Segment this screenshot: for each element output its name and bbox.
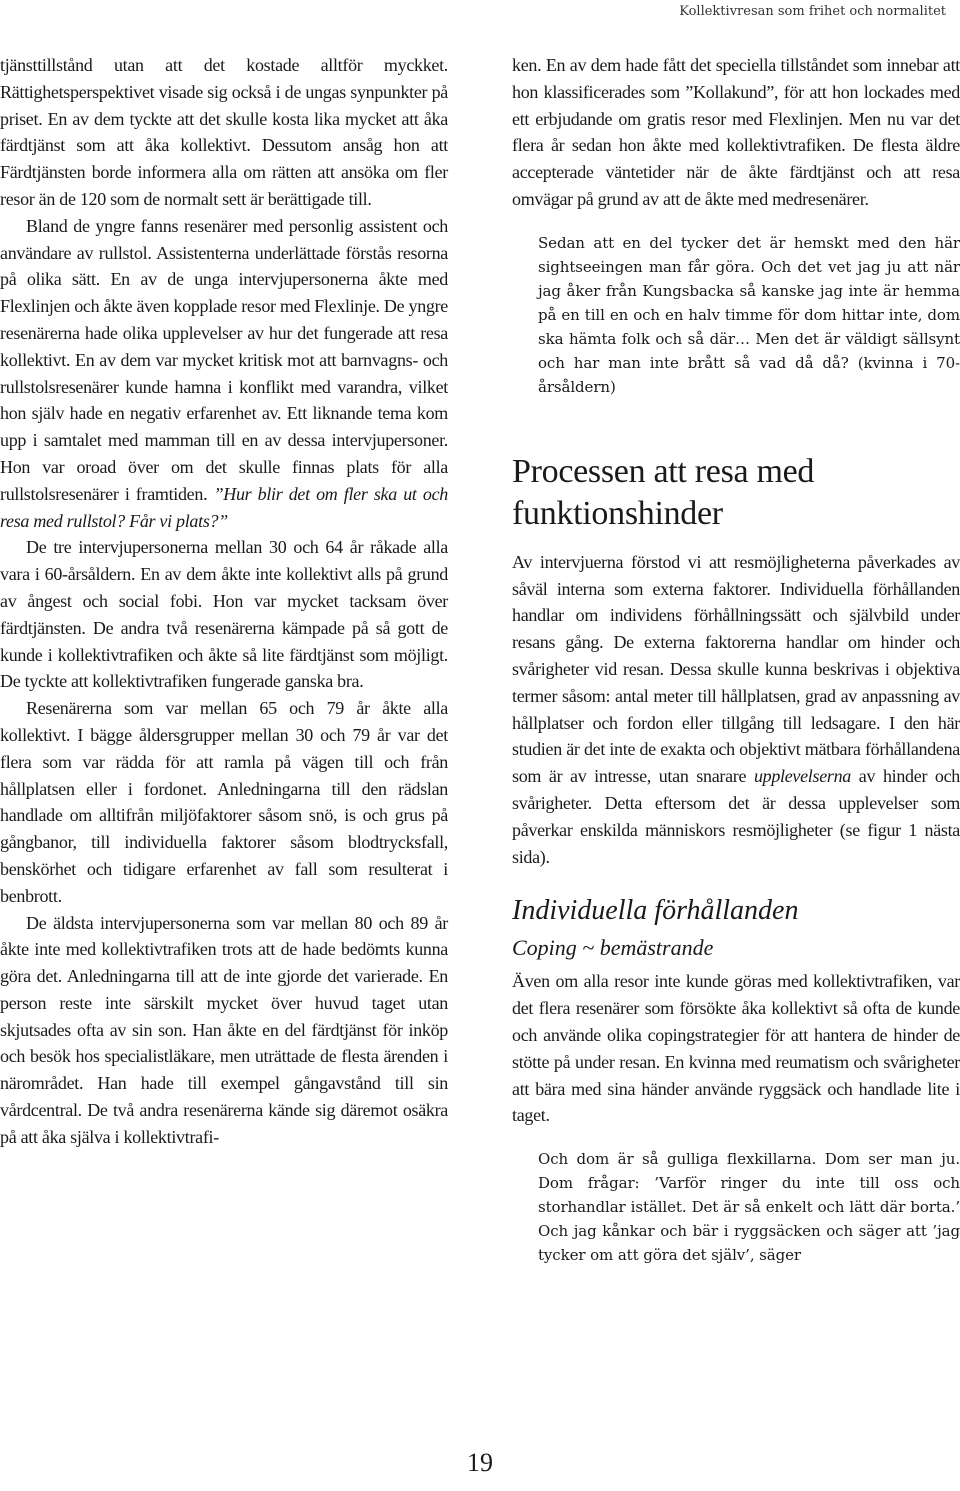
left-paragraph-1: tjänsttillstånd utan att det kostade alltför myckket. Rättighetsperspektivet visade sig också i de ungas synpunkter på priset. En av dem tyckte att det skulle kosta lika mycket att åka färdtjänst som att åka kollektivt. Dessutom ansåg hon att Färdtjänsten borde informera alla om rätten att ansöka om fler resor än de 120 som de normalt sett är berättigade till.: [0, 55, 448, 209]
right-paragraph-3: Även om alla resor inte kunde göras med kollektivtrafiken, var det flera resenärer som försökte åka kollektivt så ofta de kunde och använde olika copingstrategier för att hantera de hinder de stötte på under resan. En kvinna med reumatism och svårigheter att bära med sina händer använde ryggsäck och handlade lite i taget.: [512, 971, 960, 1126]
right-paragraph-2-text-a: Av intervjuerna förstod vi att resmöjligheterna påverkades av såväl interna som externa faktorer. Individuella förhållanden handlar om individens förhållningssätt och självbild under resans gång. De externa faktorerna handlar om hinder och svårigheter vid resan. Dessa skulle kunna beskrivas i objektiva termer såsom: antal meter till hållplatsen, grad av anpassning av hållplatser och fordon eller tillgång till ledsagare. I den här studien är det inte de exakta och objektivt mätbara förhållandena som är av intresse, utan snarare: [512, 551, 960, 787]
left-paragraph-2-quote: ”Hur blir det om fler ska ut och resa med rullstol? Får vi plats?”: [0, 483, 448, 531]
interview-quote-1: Sedan att en del tycker det är hemskt med den här sightseeingen man får göra. Och det vet jag ju att när jag åker från Kungsbacka så kanske jag inte är hemma på en till en och en halv timme för dom hittar inte, dom ska hämta folk och så där… Men det är väldigt sällsynt och har man inte brått så vad då då? (kvinna i 70-årsåldern): [538, 233, 960, 396]
subsection-heading: Individuella förhållanden: [512, 895, 799, 927]
interview-quote-2: Och dom är så gulliga flexkillarna. Dom ser man ju. Dom frågar: ’Varför ringer du inte till oss och storhandlar istället. Det är så enkelt och lätt där borta.’ Och jag kånkar och bär i ryggsäcken och säger att ’jag tycker om att göra det själv’, säger: [538, 1150, 960, 1265]
left-paragraph-2-text: Bland de yngre fanns resenärer med personlig assistent och användare av rullstol. Assistenterna underlättade förstås resorna på olika sätt. En av de unga intervjupersonerna åkte med Flexlinjen och åkte även kopplade resor med Flexlinje. De yngre resenärerna hade olika upplevelser av hur det fungerade att resa kollektivt. En av dem var mycket kritisk mot att barnvagns- och rullstolsresenärer kunde hamna i konflikt med varandra, vilket hon själv hade en negativ erfarenhet av. Ett liknande tema kom upp i samtalet med mamman till en av dessa intervjupersoner. Hon var oroad över om det skulle finnas plats för alla rullstolsresenärer i framtiden.: [0, 215, 448, 504]
right-paragraph-2-text-b: av hinder och svårigheter. Detta eftersom det är dessa upplevelser som påverkar enskilda människors resmöjligheter (se figur 1 nästa sida).: [512, 766, 960, 867]
left-column: [0, 52, 448, 1151]
right-paragraph-1: ken. En av dem hade fått det speciella tillståndet som innebar att hon klassificerades som ”Kollakund”, för att hon lockades med ett erbjudande om gratis resor med Flexlinjen. Men nu var det flera år sedan hon åkte med kollektivtrafiken. De flesta äldre accepterade väntetider när de åkte färdtjänst och att resa omvägar på grund av att de åkte med medresenärer.: [512, 55, 960, 209]
subsubsection-heading: Coping ~ bemästrande: [512, 935, 714, 961]
right-paragraph-2-italic: upplevelserna: [753, 766, 852, 787]
page-number: 19: [467, 1448, 493, 1477]
right-paragraph-2: [512, 549, 960, 871]
left-paragraph-3: De tre intervjupersonerna mellan 30 och 64 år råkade alla vara i 60-årsåldern. En av dem åkte inte kollektivt alls på grund av ångest och social fobi. Hon var mycket tacksam över färdtjänsten. De andra två resenärerna kämpade på så gott de kunde i kollektivtrafiken och åkte så lite färdtjänst som möjligt. De tyckte att kollektivtrafiken fungerade ganska bra.: [0, 537, 448, 692]
left-paragraph-2: [0, 213, 448, 535]
left-paragraph-4: Resenärerna som var mellan 65 och 79 år åkte alla kollektivt. I bägge åldersgrupper mellan 30 och 79 år var det flera som var rädda för att ramla på vägen till och från hållplatsen eller i fordonet. Anledningarna till den rädslan handlade om alltifrån miljöfaktorer såsom snö, is och grus på gångbanor, till individuella faktorer såsom blodtrycksfall, benskörhet och tidigare erfarenhet av fall som resulterat i benbrott.: [0, 698, 448, 906]
section-heading: Processen att resa med funktionshinder: [512, 452, 815, 532]
left-paragraph-5: De äldsta intervjupersonerna som var mellan 80 och 89 år åkte inte med kollektivtrafiken trots att de hade bedömts kunna göra det. Anledningarna till att de inte gjorde det varierade. En person reste inte särskilt mycket över huvud taget utan skjutsades ofta av sin son. Han åkte en del färdtjänst för inköp och besök hos specialistläkare, men uträttade de flesta ärenden i närområdet. Han hade till exempel gångavstånd till sin vårdcentral. De två andra resenärerna kände sig däremot osäkra på att åka själva i kollektivtrafi-: [0, 912, 448, 1147]
right-column: [512, 52, 960, 1267]
running-header: Kollektivresan som frihet och normalitet: [679, 4, 946, 19]
